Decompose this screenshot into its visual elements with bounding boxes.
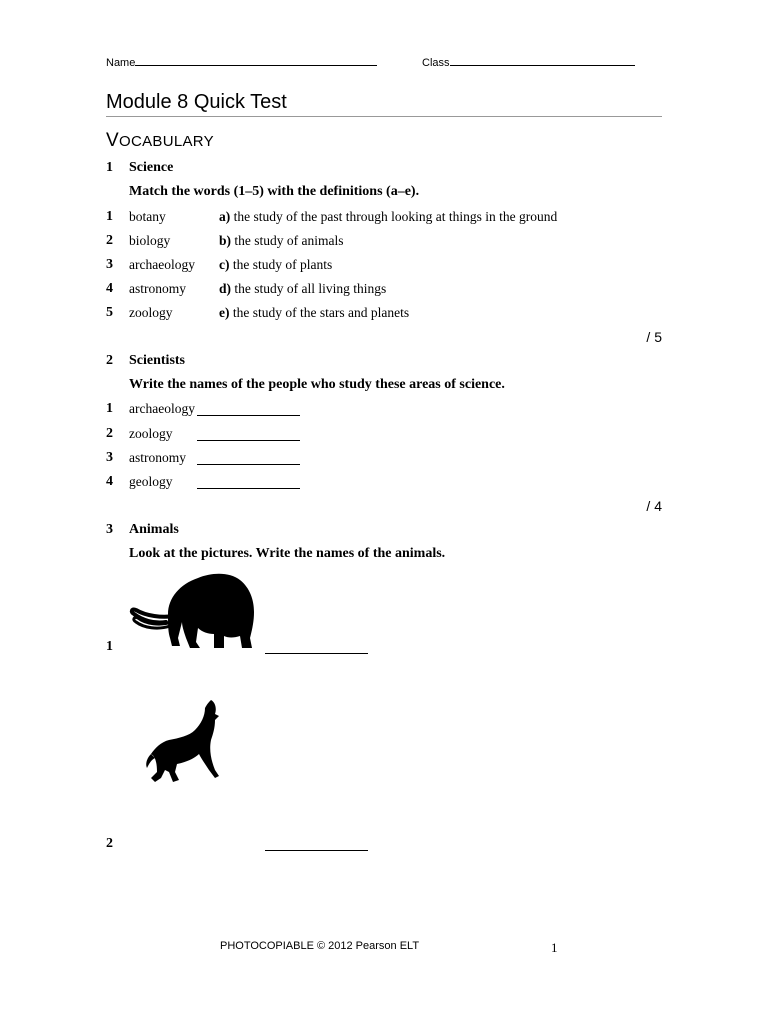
section-heading (106, 130, 214, 152)
q1-definition[interactable] (219, 209, 557, 225)
q2-item-number: 2 (106, 426, 113, 441)
q1-score: / 5 (646, 329, 662, 345)
q1-word-number: 2 (106, 233, 113, 248)
page-number: 1 (551, 940, 558, 955)
q2-item-word: geology (129, 474, 173, 489)
section-rest: OCABULARY (118, 133, 214, 150)
q1-word: archaeology (129, 257, 195, 272)
answer-blank[interactable] (265, 838, 368, 851)
q1-definition[interactable] (219, 305, 409, 321)
q1-word-number: 3 (106, 257, 113, 272)
name-blank[interactable] (135, 55, 377, 66)
name-label: Name (106, 57, 136, 69)
q3-item-number: 2 (106, 836, 113, 851)
wolf-icon (145, 698, 225, 788)
q2-score: / 4 (646, 498, 662, 514)
definition-text: the study of all living things (234, 281, 387, 296)
definition-letter: c) (219, 257, 230, 272)
q3-number: 3 (106, 522, 113, 537)
q1-word-number: 1 (106, 209, 113, 224)
q1-word-number: 5 (106, 305, 113, 320)
q2-item-word: zoology (129, 426, 173, 441)
class-label: Class (422, 57, 450, 69)
q2-item-number: 3 (106, 450, 113, 465)
q2-item-word: archaeology (129, 401, 195, 416)
mammoth-icon (128, 568, 258, 652)
answer-blank[interactable] (265, 641, 368, 654)
q1-definition[interactable] (219, 233, 344, 249)
class-field[interactable] (422, 55, 635, 69)
definition-letter: e) (219, 305, 230, 320)
title-divider (106, 116, 662, 117)
definition-letter: d) (219, 281, 232, 296)
class-blank[interactable] (450, 55, 635, 66)
q2-item-number: 4 (106, 474, 113, 489)
q2-item-word: astronomy (129, 450, 186, 465)
q1-word: botany (129, 209, 166, 224)
answer-blank[interactable] (197, 428, 300, 441)
name-field[interactable] (106, 55, 377, 69)
q1-number: 1 (106, 160, 113, 175)
q2-title: Scientists (129, 353, 185, 368)
q2-instruction: Write the names of the people who study these areas of science. (129, 377, 505, 392)
definition-letter: b) (219, 233, 232, 248)
q3-title: Animals (129, 522, 179, 537)
definition-text: the study of animals (234, 233, 344, 248)
q1-word: zoology (129, 305, 173, 320)
page-title: Module 8 Quick Test (106, 91, 287, 113)
q3-item-number: 1 (106, 639, 113, 654)
answer-blank[interactable] (197, 452, 300, 465)
answer-blank[interactable] (197, 476, 300, 489)
q1-title: Science (129, 160, 174, 175)
section-initial: V (106, 130, 119, 151)
definition-text: the study of the stars and planets (232, 305, 410, 320)
q2-item-number: 1 (106, 401, 113, 416)
q1-definition[interactable] (219, 257, 332, 273)
definition-text: the study of the past through looking at things in the ground (233, 209, 558, 224)
q1-definition[interactable] (219, 281, 386, 297)
q3-instruction: Look at the pictures. Write the names of the animals. (129, 546, 446, 561)
q2-number: 2 (106, 353, 113, 368)
q1-word-number: 4 (106, 281, 113, 296)
definition-letter: a) (219, 209, 231, 224)
definition-text: the study of plants (232, 257, 333, 272)
q1-word: astronomy (129, 281, 186, 296)
answer-blank[interactable] (197, 403, 300, 416)
q1-instruction: Match the words (1–5) with the definitions (a–e). (129, 184, 420, 199)
copyright-notice: PHOTOCOPIABLE © 2012 Pearson ELT (220, 940, 420, 952)
q1-word: biology (129, 233, 171, 248)
